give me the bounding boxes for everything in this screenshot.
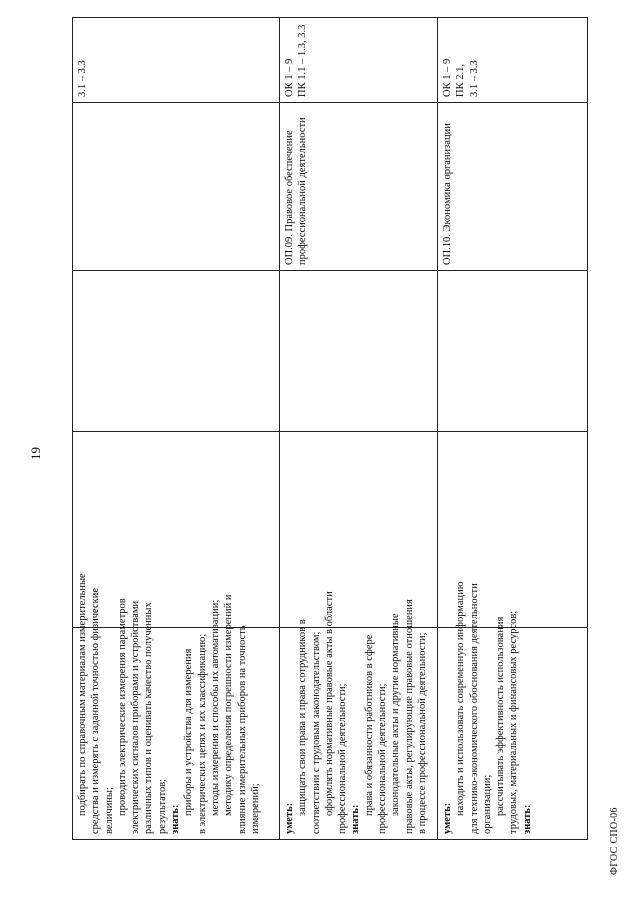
section-heading: уметь: [442, 802, 453, 834]
skill-line: методику определения погрешности измерений и [223, 594, 235, 816]
credit-cell [280, 271, 438, 432]
skill-line: для технико-экономического обоснования деятельности [468, 583, 480, 834]
skill-line: находить и использовать современную информацию [455, 581, 467, 816]
skill-line: проводить электрические измерения параметров [116, 598, 128, 816]
competence-cell [280, 18, 438, 103]
competence-code: ОК 1 – 9 [284, 58, 295, 97]
skill-line: оформлять нормативные правовые акты в области [323, 591, 335, 816]
skills-cell [438, 581, 588, 840]
skill-line: различных типов и оценивать качество полученных [143, 602, 155, 834]
skill-line: профессиональной деятельности; [337, 683, 349, 834]
competence-code: ПК 1.1 – 1.3, 3.3 [297, 24, 309, 97]
skill-line: соответствии с трудовым законодательством; [310, 631, 322, 834]
skill-line: методы измерения и способы их автоматизации; [209, 599, 221, 816]
skill-line: приборы и устройства для измерения [183, 648, 195, 816]
competence-cell [438, 18, 588, 103]
page-number: 19 [28, 447, 43, 460]
section-heading: знать: [170, 804, 182, 834]
credit-cell [438, 271, 588, 432]
discipline-cell [73, 103, 280, 271]
skills-cell [280, 591, 438, 840]
skill-line: средства и измерять с заданной точностью физические [90, 588, 102, 834]
competence-cell [73, 18, 280, 103]
skill-line: профессиональной деятельности; [377, 683, 389, 834]
skill-line: величины; [103, 787, 115, 834]
competence-code: ПК 2.1, [455, 64, 467, 97]
skill-line: в электрических цепях и их классификацию; [196, 633, 208, 834]
skills-cell [73, 573, 280, 840]
competence-code: 3.1 – 3.3 [77, 60, 88, 97]
competence-code: ОК 1 – 9 [442, 58, 453, 97]
skill-line: рассчитывать эффективность использования [495, 616, 507, 816]
table-row [438, 18, 588, 840]
skill-line: в процессе профессиональной деятельности; [416, 632, 428, 834]
skill-line: трудовых, материальных и финансовых ресурсов; [508, 610, 520, 834]
discipline-cell: ОП.09. Правовое обеспечение профессиональной деятельности [280, 103, 438, 271]
skill-line: законодательные акты и другие нормативные [390, 613, 402, 816]
document-footer: ФГОС СПО-06 [609, 807, 620, 875]
section-heading: знать: [350, 804, 362, 834]
skill-line: правовые акты, регулирующие правовые отношения [403, 599, 415, 834]
skill-line: подбирать по справочным материалам измерительные [77, 573, 88, 816]
skill-line: электрических сигналов приборами и устройствами [130, 600, 142, 834]
skill-line: влияние измерительных приборов на точность [236, 625, 248, 834]
skill-line: результатов; [156, 778, 168, 834]
section-heading: уметь: [284, 802, 295, 834]
section-heading: знать: [521, 804, 533, 834]
credit-cell [73, 271, 280, 432]
skill-line: организации; [481, 774, 493, 834]
skill-line: права и обязанности работников в сфере [363, 634, 375, 816]
competence-code: 3.1 – 3.3 [468, 60, 480, 97]
table-row [73, 18, 280, 840]
curriculum-table [72, 17, 588, 840]
skill-line: защищать свои права и права сотрудников в [297, 619, 309, 816]
table-row [280, 18, 438, 840]
hours-cell [73, 432, 280, 628]
discipline-cell: ОП.10. Экономика организации [438, 103, 588, 271]
skill-line: измерений; [249, 783, 261, 834]
